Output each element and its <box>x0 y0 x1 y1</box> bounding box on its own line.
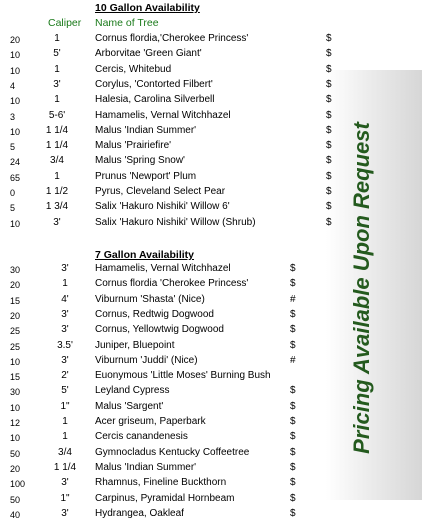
list-item <box>0 294 340 309</box>
tree-name: Prunus 'Newport' Plum <box>95 170 197 182</box>
tree-name: Juniper, Bluepoint <box>95 339 175 351</box>
quantity: 30 <box>10 387 21 398</box>
tree-name: Malus 'Indian Summer' <box>95 124 197 136</box>
price-symbol: $ <box>290 477 296 489</box>
tree-name: Salix 'Hakuro Nishiki' Willow 6' <box>95 201 230 213</box>
tree-name: Pyrus, Cleveland Select Pear <box>95 186 226 197</box>
list-item <box>0 508 340 523</box>
caliper-value: 5' <box>61 385 69 397</box>
quantity: 30 <box>10 265 21 275</box>
tree-name: Leyland Cypress <box>95 385 170 397</box>
list-item <box>0 140 340 155</box>
quantity: 10 <box>10 65 21 76</box>
caliper-value: 1" <box>60 492 70 504</box>
caliper-value: 3.5' <box>57 339 73 351</box>
caliper-value: 1 1/4 <box>45 124 69 136</box>
price-symbol: $ <box>290 507 296 519</box>
list-item <box>0 385 340 400</box>
tree-name: Cercis canandenesis <box>95 431 188 443</box>
price-symbol: $ <box>326 48 332 60</box>
quantity: 25 <box>10 341 21 352</box>
caliper-value: 3' <box>61 308 69 320</box>
list-item <box>0 33 340 48</box>
quantity: 10 <box>10 433 21 444</box>
list-item <box>0 477 340 492</box>
list-item <box>0 171 340 186</box>
list-item <box>0 447 340 462</box>
quantity: 50 <box>10 448 21 459</box>
price-symbol: # <box>290 293 296 305</box>
price-symbol: $ <box>290 400 296 412</box>
price-symbol: $ <box>326 186 332 197</box>
name-header: Name of Tree <box>95 17 159 29</box>
list-item <box>0 186 340 201</box>
list-item <box>0 324 340 339</box>
pricing-notice: Pricing Available Upon Request <box>349 122 374 454</box>
quantity: 20 <box>10 280 21 291</box>
caliper-value: 1 1/4 <box>45 140 69 152</box>
caliper-value: 1 <box>54 63 60 75</box>
quantity: 12 <box>10 418 21 428</box>
quantity: 4 <box>10 80 16 91</box>
price-symbol: $ <box>326 170 332 182</box>
caliper-value: 3' <box>61 263 69 274</box>
caliper-value: 3/4 <box>58 446 72 458</box>
quantity: 10 <box>10 356 21 367</box>
quantity: 20 <box>10 463 21 474</box>
tree-name: Hamamelis, Vernal Witchhazel <box>95 109 231 121</box>
list-item <box>0 110 340 125</box>
tree-name: Cornus flordia,'Cherokee Princess' <box>95 33 249 44</box>
caliper-value: 4' <box>61 293 69 305</box>
price-symbol: $ <box>326 140 332 152</box>
price-symbol: $ <box>290 308 296 320</box>
quantity: 20 <box>10 35 21 45</box>
quantity: 25 <box>10 326 21 337</box>
caliper-value: 1 <box>54 170 60 182</box>
caliper-value: 3' <box>53 216 61 228</box>
caliper-value: 3' <box>61 477 69 489</box>
price-symbol: $ <box>290 324 296 336</box>
caliper-value: 3' <box>61 507 69 519</box>
tree-name: Viburnum 'Juddi' (Nice) <box>95 354 198 366</box>
quantity: 15 <box>10 372 21 383</box>
price-symbol: # <box>290 354 296 366</box>
tree-name: Cornus, Redtwig Dogwood <box>95 308 214 320</box>
quantity: 15 <box>10 295 21 306</box>
caliper-value: 3' <box>61 324 69 336</box>
price-symbol: $ <box>290 492 296 504</box>
quantity: 65 <box>10 172 21 183</box>
tree-name: Malus 'Spring Snow' <box>95 155 185 167</box>
quantity: 20 <box>10 310 21 321</box>
price-symbol: $ <box>290 385 296 397</box>
seven-gallon-heading: 7 Gallon Availability <box>95 249 195 261</box>
caliper-value: 2' <box>61 370 69 382</box>
list-item <box>0 125 340 140</box>
tree-name: Cornus, Yellowtwig Dogwood <box>95 324 224 336</box>
price-symbol: $ <box>326 201 332 213</box>
caliper-value: 1 <box>54 33 60 44</box>
list-item <box>0 340 340 355</box>
quantity: 3 <box>10 111 16 122</box>
list-item <box>0 79 340 94</box>
price-symbol: $ <box>326 109 332 121</box>
price-symbol: $ <box>326 63 332 75</box>
quantity: 10 <box>10 96 21 107</box>
quantity: 5 <box>10 203 16 214</box>
price-symbol: $ <box>290 461 296 473</box>
price-symbol: $ <box>290 278 296 290</box>
tree-name: Malus 'Prairiefire' <box>95 140 172 152</box>
caliper-header: Caliper <box>48 17 82 29</box>
tree-name: Hamamelis, Vernal Witchhazel <box>95 263 231 274</box>
tree-name: Euonymous 'Little Moses' Burning Bush <box>95 370 271 382</box>
quantity: 50 <box>10 494 21 505</box>
tree-name: Hydrangea, Oakleaf <box>95 507 184 519</box>
list-item <box>0 416 340 431</box>
list-item <box>0 309 340 324</box>
tree-name: Carpinus, Pyramidal Hornbeam <box>95 492 235 504</box>
tree-name: Acer griseum, Paperbark <box>95 416 206 427</box>
tree-name: Gymnocladus Kentucky Coffeetree <box>95 446 250 458</box>
list-item <box>0 48 340 63</box>
caliper-value: 5' <box>53 48 61 60</box>
price-symbol: $ <box>290 339 296 351</box>
quantity: 10 <box>10 218 21 229</box>
list-item <box>0 401 340 416</box>
caliper-value: 1 <box>62 431 68 443</box>
tree-name: Cercis, Whitebud <box>95 63 172 75</box>
list-item <box>0 493 340 508</box>
price-symbol: $ <box>326 155 332 167</box>
quantity: 5 <box>10 142 16 153</box>
list-item <box>0 64 340 79</box>
price-symbol: $ <box>290 416 296 427</box>
list-item <box>0 431 340 446</box>
list-item <box>0 263 340 278</box>
price-symbol: $ <box>326 33 332 44</box>
caliper-value: 5-6' <box>48 109 66 121</box>
quantity: 40 <box>10 509 21 520</box>
tree-name: Malus 'Indian Summer' <box>95 461 197 473</box>
price-symbol: $ <box>290 263 296 274</box>
price-symbol: $ <box>326 78 332 90</box>
tree-name: Arborvitae 'Green Giant' <box>95 48 202 60</box>
tree-name: Rhamnus, Fineline Buckthorn <box>95 477 227 489</box>
tree-name: Malus 'Sargent' <box>95 400 164 412</box>
ten-gallon-heading: 10 Gallon Availability <box>95 2 200 14</box>
caliper-value: 1 <box>54 94 60 106</box>
caliper-value: 3' <box>61 354 69 366</box>
list-item <box>0 278 340 293</box>
quantity: 0 <box>10 188 16 198</box>
quantity: 10 <box>10 402 21 413</box>
quantity: 24 <box>10 157 21 168</box>
list-item <box>0 355 340 370</box>
price-symbol: $ <box>326 94 332 106</box>
price-symbol: $ <box>290 431 296 443</box>
list-item <box>0 462 340 477</box>
quantity: 10 <box>10 50 21 61</box>
list-item <box>0 217 340 232</box>
caliper-value: 1 1/2 <box>45 186 69 197</box>
caliper-value: 3/4 <box>50 155 64 167</box>
caliper-value: 1" <box>60 400 70 412</box>
tree-name: Halesia, Carolina Silverbell <box>95 94 215 106</box>
tree-name: Cornus flordia 'Cherokee Princess' <box>95 278 249 290</box>
list-item <box>0 201 340 216</box>
list-item <box>0 94 340 109</box>
quantity: 100 <box>10 479 26 490</box>
caliper-value: 3' <box>53 78 61 90</box>
caliper-value: 1 1/4 <box>53 461 77 473</box>
caliper-value: 1 3/4 <box>45 201 69 213</box>
caliper-value: 1 <box>62 278 68 290</box>
tree-name: Viburnum 'Shasta' (Nice) <box>95 293 205 305</box>
price-symbol: $ <box>326 124 332 136</box>
list-item <box>0 370 340 385</box>
price-symbol: $ <box>326 216 332 228</box>
quantity: 10 <box>10 126 21 137</box>
tree-name: Corylus, 'Contorted Filbert' <box>95 78 213 90</box>
caliper-value: 1 <box>62 416 68 427</box>
list-item <box>0 155 340 170</box>
price-symbol: $ <box>290 446 296 458</box>
tree-name: Salix 'Hakuro Nishiki' Willow (Shrub) <box>95 216 256 228</box>
